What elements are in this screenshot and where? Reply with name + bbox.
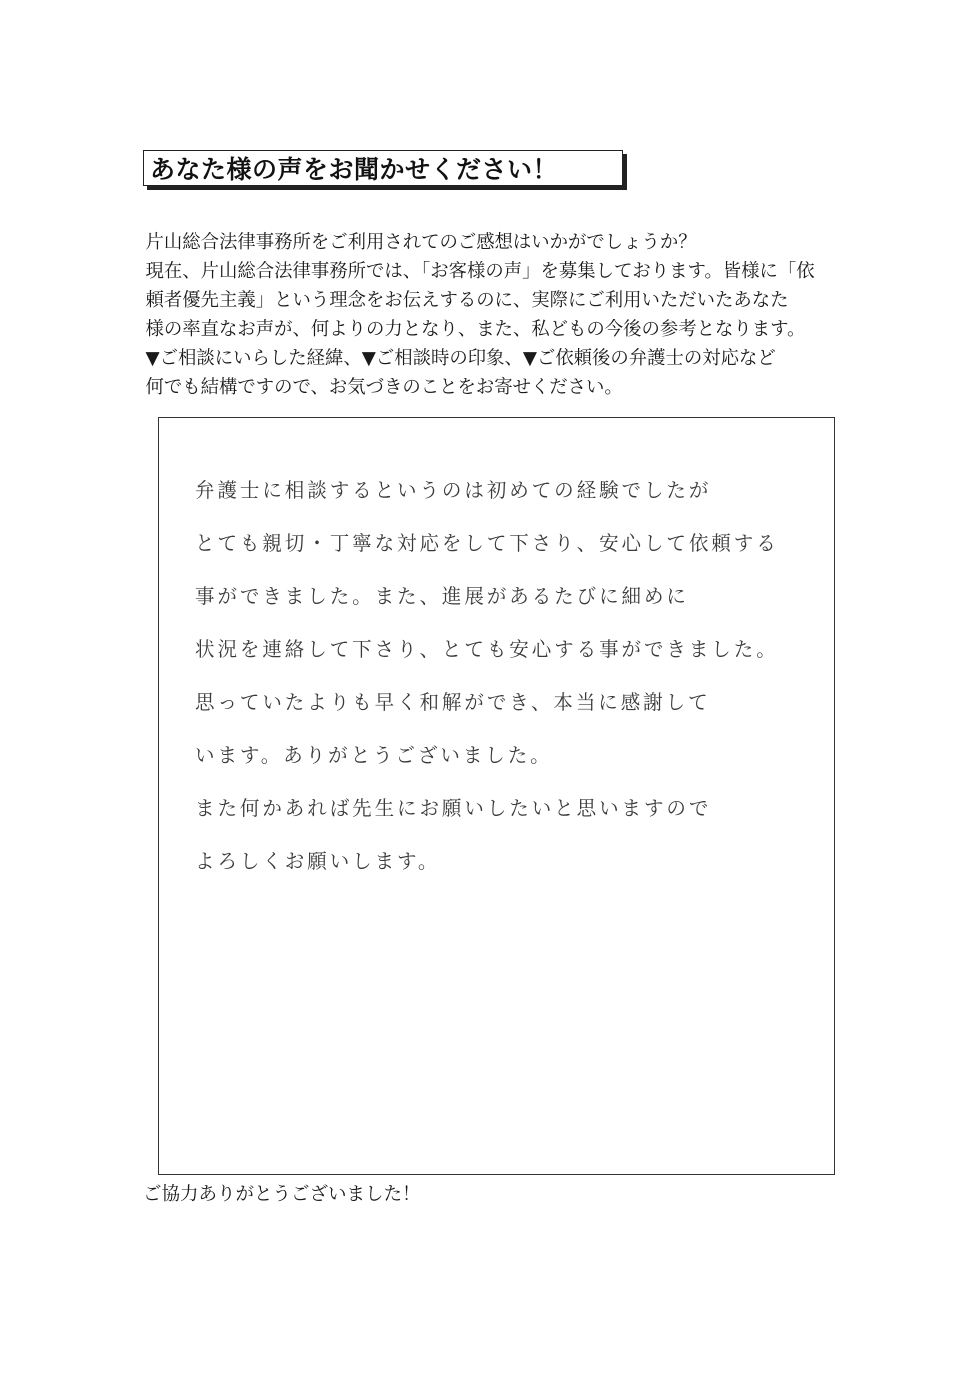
thank-you-note: ご協力ありがとうございました！	[143, 1184, 421, 1205]
intro-line: 現在、片山総合法律事務所では、「お客様の声」を募集しております。皆様に「依	[145, 261, 815, 282]
comment-line: 思っていたよりも早く和解ができ、本当に感謝して	[195, 690, 711, 714]
comment-line: 弁護士に相談するというのは初めての経験でしたが	[195, 478, 712, 502]
comment-line: とても親切・丁寧な対応をして下さり、安心して依頼する	[195, 531, 779, 555]
intro-line: 頼者優先主義」という理念をお伝えするのに、実際にご利用いただいたあなた	[145, 290, 789, 311]
comment-line: また何かあれば先生にお願いしたいと思いますので	[195, 796, 712, 820]
comment-line: 事ができました。また、進展があるたびに細めに	[195, 584, 689, 608]
intro-line: 様の率直なお声が、何よりの力となり、また、私どもの今後の参考となります。	[145, 319, 806, 340]
intro-line: ▼ご相談にいらした経緯、▼ご相談時の印象、▼ご依頼後の弁護士の対応など	[145, 348, 776, 369]
customer-comment-box	[158, 417, 835, 1175]
page-title: あなた様の声をお聞かせください！	[150, 155, 559, 184]
intro-line: 何でも結構ですので、お気づきのことをお寄せください。	[145, 377, 623, 398]
comment-line: よろしくお願いします。	[195, 849, 441, 873]
intro-paragraph	[143, 228, 863, 402]
page-title-box	[143, 150, 623, 186]
intro-line: 片山総合法律事務所をご利用されてのご感想はいかがでしょうか？	[145, 232, 697, 253]
comment-line: 状況を連絡して下さり、とても安心する事ができました。	[195, 637, 779, 661]
handwritten-comment	[195, 464, 825, 888]
comment-line: います。ありがとうございました。	[195, 743, 553, 767]
